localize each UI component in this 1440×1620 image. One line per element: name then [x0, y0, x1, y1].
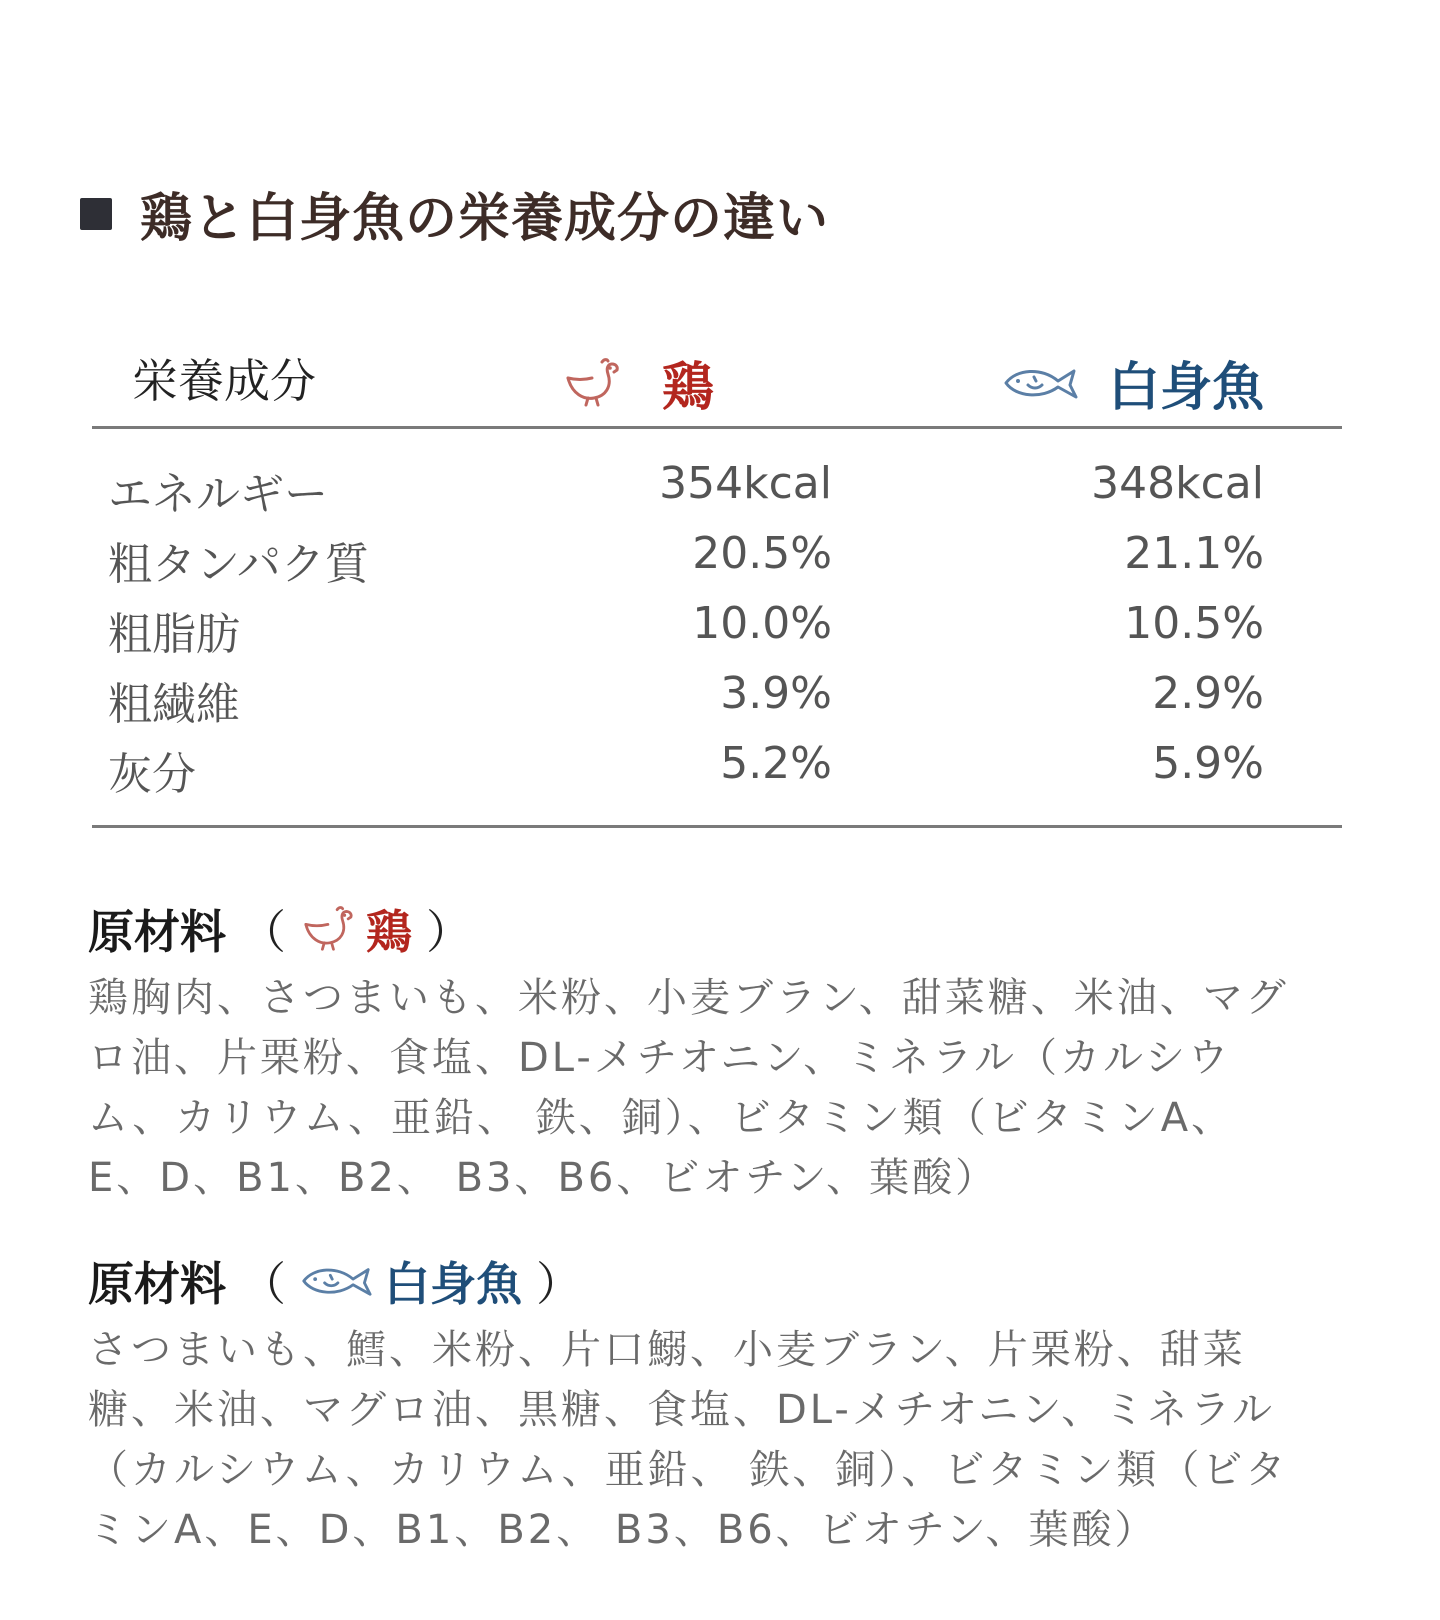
chicken-name: 鶏: [366, 905, 412, 959]
row-label: 灰分: [108, 749, 196, 800]
paren-open: （: [240, 1257, 286, 1311]
section-heading: [80, 176, 829, 251]
ingredients-label: 原材料: [88, 905, 226, 959]
paren-close: ）: [426, 905, 472, 959]
table-row: [92, 738, 1342, 808]
chicken-icon: [300, 906, 354, 952]
chicken-column-header: [562, 345, 714, 420]
paren-open: （: [240, 905, 286, 959]
chicken-ingredients-text: 鶏胸肉、さつまいも、米粉、小麦ブラン、甜菜糖、米油、マグロ油、片栗粉、食塩、DL-メチオニン、ミネラル（カルシウム、カリウム、亜鉛、 鉄、銅）、ビタミン類（ビタミンA、E、D、B1、B2、 B3、B6、ビオチン、葉酸）: [88, 975, 1289, 1201]
table-bottom-rule: [92, 825, 1342, 828]
fish-ingredients-heading: [88, 1248, 1303, 1314]
chicken-value: 10.0%: [692, 598, 832, 649]
fish-value: 2.9%: [1152, 668, 1264, 719]
table-row: [92, 598, 1342, 668]
fish-value: 21.1%: [1124, 528, 1264, 579]
nutrition-table: [92, 458, 1342, 808]
fish-label: 白身魚: [1108, 358, 1265, 418]
table-header: [92, 345, 1342, 418]
ingredients-label: 原材料: [88, 1257, 226, 1311]
fish-ingredients-section: [88, 1248, 1303, 1560]
fish-icon: [300, 1262, 372, 1300]
fish-icon: [1002, 363, 1078, 403]
chicken-ingredients-section: [88, 896, 1303, 1208]
chicken-value: 3.9%: [720, 668, 832, 719]
table-row: [92, 458, 1342, 528]
chicken-ingredients-heading: [88, 896, 1303, 962]
row-label: エネルギー: [108, 469, 328, 520]
row-label: 粗繊維: [108, 679, 240, 730]
fish-name: 白身魚: [384, 1257, 522, 1311]
row-label: 粗タンパク質: [108, 539, 369, 590]
paren-close: ）: [536, 1257, 582, 1311]
chicken-value: 20.5%: [692, 528, 832, 579]
table-row: [92, 668, 1342, 738]
chicken-icon: [562, 358, 620, 408]
row-label: 粗脂肪: [108, 609, 240, 660]
chicken-label: 鶏: [662, 358, 715, 418]
square-bullet-icon: [80, 198, 112, 230]
table-top-rule: [92, 426, 1342, 429]
fish-value: 5.9%: [1152, 738, 1264, 789]
chicken-value: 354kcal: [659, 458, 832, 509]
fish-value: 348kcal: [1091, 458, 1264, 509]
column-label: 栄養成分: [132, 354, 316, 408]
fish-column-header: [1002, 345, 1264, 420]
page-title: 鶏と白身魚の栄養成分の違い: [140, 189, 830, 249]
fish-value: 10.5%: [1124, 598, 1264, 649]
table-row: [92, 528, 1342, 598]
chicken-value: 5.2%: [720, 738, 832, 789]
fish-ingredients-text: さつまいも、鱈、米粉、片口鰯、小麦ブラン、片栗粉、甜菜糖、米油、マグロ油、黒糖、食塩、DL-メチオニン、ミネラル（カルシウム、カリウム、亜鉛、 鉄、銅）、ビタミン類（ビタミンA、E、D、B1、B2、 B3、B6、ビオチン、葉酸）: [88, 1327, 1289, 1553]
